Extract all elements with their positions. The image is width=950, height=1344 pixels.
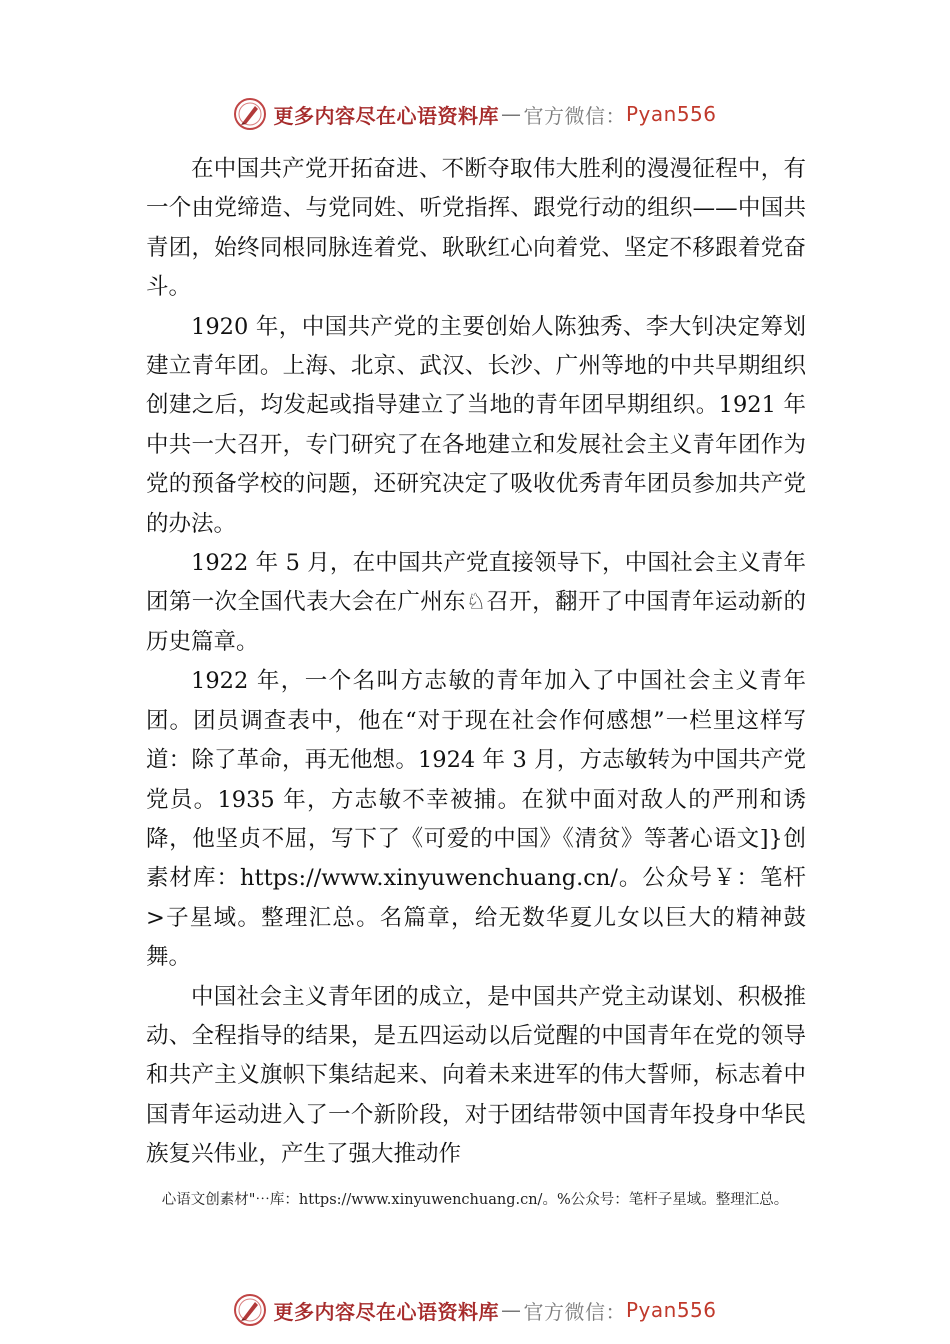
header-account-id: Pyan556 xyxy=(625,1298,717,1322)
header-separator: ： xyxy=(605,1299,626,1324)
header-account-id: Pyan556 xyxy=(625,102,717,126)
header-dash: — xyxy=(500,1298,522,1322)
paragraph: 在中国共产党开拓奋进、不断夺取伟大胜利的漫漫征程中，有一个由党缔造、与党同姓、听党指挥、跟党行动的组织——中国共青团，始终同根同脉连着党、耿耿红心向着党、坚定不移跟着党奋斗。 xyxy=(146,156,806,301)
header-brand-text: 更多内容尽在心语资料库 xyxy=(273,103,499,128)
paragraph: 1920 年，中国共产党的主要创始人陈独秀、李大钊决定筹划建立青年团。上海、北京、武汉、长沙、广州等地的中共早期组织创建之后，均发起或指导建立了当地的青年团早期组织。1921 年中共一大召开，专门研究了在各地建立和发展社会主义青年团作为党的预备学校的问题，还研究决定了吸收优秀青年团员参加共产党的办法。 xyxy=(146,313,806,537)
pen-nib-logo-icon xyxy=(233,97,267,131)
header-dash: — xyxy=(500,102,522,126)
document-body xyxy=(146,150,806,1175)
footnote-watermark: 心语文创素材"⋯库：https://www.xinyuwenchuang.cn/。%公众号：笔杆子星域。整理汇总。 xyxy=(161,1192,789,1208)
paragraph: 1922 年 5 月，在中国共产党直接领导下，中国社会主义青年团第一次全国代表大会在广州东♘召开，翻开了中国青年运动新的历史篇章。 xyxy=(146,550,806,655)
paragraph: 中国社会主义青年团的成立，是中国共产党主动谋划、积极推动、全程指导的结果，是五四运动以后觉醒的中国青年在党的领导和共产主义旗帜下集结起来、向着未来进军的伟大誓师，标志着中国青年运动进入了一个新阶段，对于团结带领中国青年投身中华民族复兴伟业，产生了强大推动作 xyxy=(146,983,806,1168)
pen-nib-logo-icon xyxy=(233,1293,267,1327)
header-separator: ： xyxy=(605,103,626,128)
header-official-label: 官方微信 xyxy=(523,103,606,128)
page-header-top xyxy=(0,94,950,134)
header-brand-text: 更多内容尽在心语资料库 xyxy=(273,1299,499,1324)
header-official-label: 官方微信 xyxy=(523,1299,606,1324)
page-header-bottom xyxy=(0,1290,950,1330)
paragraph: 1922 年，一个名叫方志敏的青年加入了中国社会主义青年团。团员调查表中，他在“对于现在社会作何感想”一栏里这样写道：除了革命，再无他想。1924 年 3 月，方志敏转为中国共产党党员。1935 年，方志敏不幸被捕。在狱中面对敌人的严刑和诱降，他坚贞不屈，写下了《可爱的中国》《清贫》等著心语文]}创素材库：https://www.xinyuwenchuang.cn/。公众号￥：笔杆>子星域。整理汇总。名篇章，给无数华夏儿女以巨大的精神鼓舞。 xyxy=(146,668,806,971)
